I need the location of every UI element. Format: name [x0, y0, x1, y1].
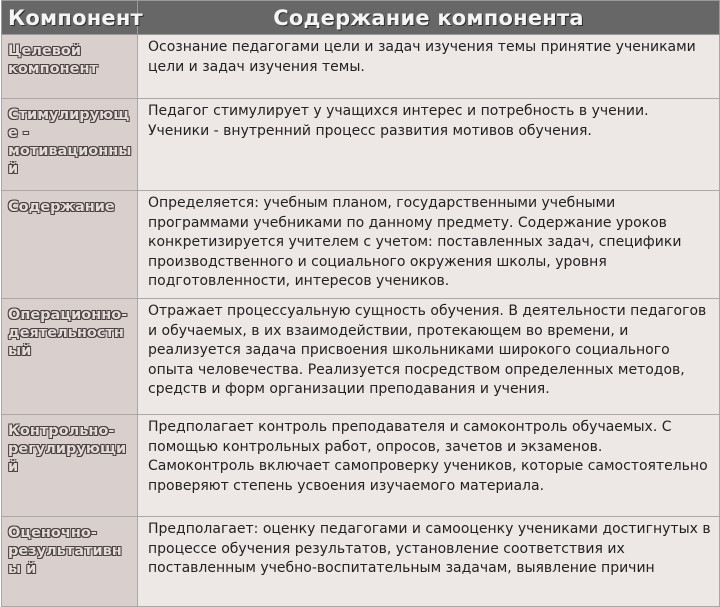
component-name: Содержание	[2, 191, 138, 299]
table-row	[2, 99, 720, 191]
component-description: Предполагает: оценку педагогами и самооценку учениками достигнутых в процессе обучения результатов, установление соответствия их поставленным учебно-воспитательным задачам, выявление причин	[138, 517, 720, 607]
table-header	[2, 1, 720, 35]
component-description: Осознание педагогами цели и задач изучения темы принятие учениками цели и задач изучения темы.	[138, 35, 720, 99]
component-description: Предполагает контроль преподавателя и самоконтроль обучаемых. С помощью контрольных работ, опросов, зачетов и экзаменов. Самоконтроль включает самопроверку учеников, которые самостоятельно проверяют степень усвоения изучаемого материала.	[138, 415, 720, 517]
table-row	[2, 191, 720, 299]
components-table	[1, 0, 720, 607]
component-name: Контрольно- регулирующий	[2, 415, 138, 517]
table-row	[2, 415, 720, 517]
component-name: Целевой компонент	[2, 35, 138, 99]
component-description: Педагог стимулирует у учащихся интерес и потребность в учении. Ученики - внутренний процесс развития мотивов обучения.	[138, 99, 720, 191]
table-row	[2, 299, 720, 415]
component-name: Операционно- деятельностн ый	[2, 299, 138, 415]
component-description: Определяется: учебным планом, государственными учебными программами учебниками по данному предмету. Содержание уроков конкретизируется учителем с учетом: поставленных задач, специфики производственного и социального окружения школы, уровня подготовленности, интересов учеников.	[138, 191, 720, 299]
component-description: Отражает процессуальную сущность обучения. В деятельности педагогов и обучаемых, в их взаимодействии, протекающем во времени, и реализуется задача присвоения школьниками широкого социального опыта человечества. Реализуется посредством определенных методов, средств и форм организации преподавания и учения.	[138, 299, 720, 415]
table-row	[2, 35, 720, 99]
table-body	[2, 35, 720, 607]
header-content: Содержание компонента	[138, 1, 720, 35]
header-component: Компонент	[2, 1, 138, 35]
component-name: Оценочно- результативны й	[2, 517, 138, 607]
header-row	[2, 1, 720, 35]
component-name: Стимулирующе - мотивационны й	[2, 99, 138, 191]
table-row	[2, 517, 720, 607]
